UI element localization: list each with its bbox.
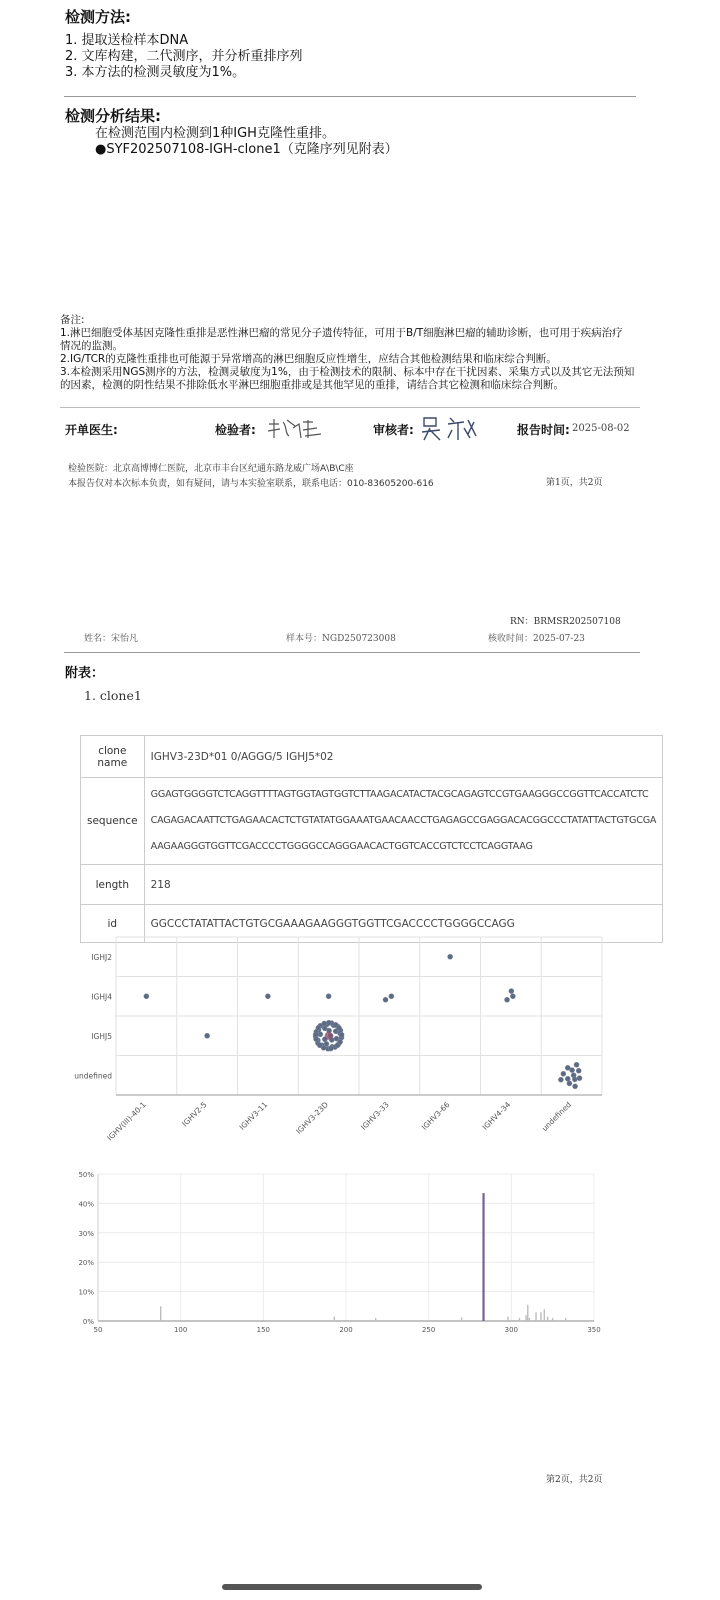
scatter-point: [383, 997, 388, 1002]
bar: [527, 1305, 528, 1321]
y-tick-label: 10%: [78, 1288, 94, 1297]
x-tick-label: IGHV3-33: [359, 1100, 391, 1132]
scatter-point: [205, 1033, 210, 1038]
clone-table: [80, 735, 663, 943]
y-tick-label: IGHJ4: [91, 992, 112, 1002]
bar: [552, 1318, 553, 1321]
y-tick-label: 40%: [78, 1200, 94, 1209]
table-key-length: length: [81, 865, 145, 905]
report-disclaimer: 本报告仅对本次标本负责，如有疑问，请与本实验室联系，联系电话：010-83605200-616: [68, 479, 434, 489]
length-distribution-chart: [0, 1165, 720, 1345]
bar: [525, 1315, 526, 1321]
sequence-line: AAGAAGGGTGGTTCGACCCCTGGGGCCAGGGAACACTGGTCACCGTCTCCTCAGGTAAG: [150, 841, 533, 852]
scatter-point: [313, 1032, 318, 1037]
id-value: GGCCCTATATTACTGTGCGAAAGAAGGGTGGTTCGACCCCTGGGGCCAGG: [150, 917, 515, 930]
y-tick-label: IGHJ5: [91, 1031, 112, 1041]
analysis-line-2: ●SYF202507108-IGH-clone1（克隆序列见附表）: [95, 142, 398, 157]
method-title: 检测方法:: [65, 8, 131, 26]
x-tick-label: 100: [173, 1326, 188, 1334]
y-tick-label: 20%: [78, 1259, 94, 1268]
table-row: [81, 736, 663, 778]
note-line: 的因素，检测的阴性结果不排除低水平淋巴细胞重排或是其他罕见的重排，请结合其它检测和临床综合判断。: [60, 379, 564, 391]
note-line: 3.本检测采用NGS测序的方法，检测灵敏度为1%，由于检测技术的限制、标本中存在干扰因素、采集方式以及其它无法预知: [60, 366, 635, 378]
scatter-point: [316, 1025, 321, 1030]
scatter-point: [510, 994, 515, 999]
sequence-line: GGAGTGGGGTCTCAGGTTTTAGTGGTAGTGGTCTTAAGACATACTACGCAGAGTCCGTGAAGGGCCGGTTCACCATCTC: [150, 789, 649, 800]
reviewer-label: 审核者:: [373, 423, 414, 437]
doctor-label: 开单医生:: [65, 423, 118, 437]
x-tick-label: 150: [256, 1326, 271, 1334]
clone-name-value: IGHV3-23D*01 0/AGGG/5 IGHJ5*02: [150, 750, 334, 763]
scatter-point-core: [325, 1032, 333, 1040]
x-tick-label: 300: [504, 1326, 519, 1334]
report-time-value: 2025-08-02: [572, 423, 630, 434]
page-number-2: 第2页，共2页: [546, 1475, 603, 1485]
bar: [334, 1317, 335, 1321]
report-time-label: 报告时间:: [517, 423, 570, 437]
table-value-length: [144, 865, 663, 905]
sequence-line: CAGAGACAATTCTGAGAACACTCTGTATATGGAAATGAACAACCTGAGAGCCGAGGACACGGCCCTATATTACTGTGCGA: [150, 815, 657, 826]
x-tick-label: 350: [587, 1326, 601, 1334]
scatter-point: [335, 1043, 340, 1048]
rn-number: RN：BRMSR202507108: [510, 617, 621, 627]
table-value-clone-name: [144, 736, 663, 778]
bar: [519, 1318, 520, 1321]
table-key-sequence: sequence: [81, 778, 145, 865]
y-tick-label: 30%: [78, 1229, 94, 1238]
scatter-point: [577, 1076, 582, 1081]
y-tick-label: undefined: [74, 1071, 112, 1081]
scatter-point: [326, 994, 331, 999]
hospital-info: 检验医院：北京高博博仁医院，北京市丰台区纪通东路龙威广场A\B\C座: [68, 464, 354, 474]
bar: [507, 1317, 508, 1321]
tester-label: 检验者:: [215, 423, 256, 437]
bar: [535, 1312, 536, 1321]
tester-signature: [265, 416, 327, 442]
scatter-point: [336, 1025, 341, 1030]
scatter-point: [558, 1077, 563, 1082]
table-row: [81, 865, 663, 905]
scatter-point: [389, 994, 394, 999]
scatter-point: [265, 994, 270, 999]
section-divider: [64, 96, 636, 97]
patient-name: 姓名：宋怡凡: [84, 634, 139, 644]
x-tick-label: IGHV4-34: [480, 1100, 513, 1132]
x-tick-label: IGHV3-23D: [294, 1100, 331, 1136]
analysis-line-1: 在检测范围内检测到1种IGH克隆性重排。: [95, 126, 335, 141]
method-item-1: 1. 提取送检样本DNA: [65, 33, 189, 48]
vj-scatter-chart: [0, 930, 720, 1145]
length-value: 218: [150, 878, 171, 891]
x-tick-label: IGHV2-5: [180, 1100, 209, 1129]
table-key-id: id: [81, 905, 145, 943]
analysis-title: 检测分析结果:: [65, 107, 161, 125]
x-tick-label: 250: [421, 1326, 436, 1334]
appendix-title: 附表：: [65, 666, 105, 681]
method-item-2: 2. 文库构建，二代测序，并分析重排序列: [65, 49, 303, 64]
scatter-point: [561, 1071, 566, 1076]
y-tick-label: 0%: [82, 1318, 94, 1326]
table-row: [81, 778, 663, 865]
bar: [540, 1312, 541, 1321]
bar: [529, 1318, 530, 1321]
scatter-point: [339, 1032, 344, 1037]
scatter-point: [567, 1081, 572, 1086]
bar: [160, 1306, 161, 1321]
x-tick-label: 200: [339, 1326, 353, 1334]
notes-title: 备注:: [60, 314, 85, 326]
note-line: 情况的监测。: [60, 340, 123, 352]
table-value-sequence: [144, 778, 663, 865]
bar: [461, 1317, 462, 1321]
bar: [565, 1318, 566, 1321]
y-tick-label: IGHJ2: [91, 952, 112, 962]
scatter-point: [504, 997, 509, 1002]
bar: [482, 1193, 484, 1321]
header-divider: [64, 652, 640, 653]
scatter-point: [565, 1065, 570, 1070]
scatter-point: [576, 1068, 581, 1073]
method-item-3: 3. 本方法的检测灵敏度为1%。: [65, 65, 246, 80]
scatter-point: [574, 1062, 579, 1067]
scatter-point: [448, 954, 453, 959]
sample-number: 样本号：NGD250723008: [286, 634, 396, 644]
bar: [547, 1317, 548, 1321]
x-tick-label: IGHV3-11: [237, 1100, 270, 1132]
scatter-point: [509, 988, 514, 993]
scatter-point: [572, 1077, 577, 1082]
scatter-point: [144, 994, 149, 999]
scatter-point: [317, 1043, 322, 1048]
bar: [375, 1318, 376, 1321]
table-key-clone-name: clone name: [81, 736, 145, 778]
x-tick-label: undefined: [539, 1100, 574, 1134]
x-tick-label: IGHV(III)-40-1: [105, 1100, 148, 1143]
reviewer-signature: [418, 412, 484, 444]
note-line: 2.IG/TCR的克隆性重排也可能源于异常增高的淋巴细胞反应性增生，应结合其他检测结果和临床综合判断。: [60, 353, 557, 365]
received-time: 核收时间：2025-07-23: [488, 634, 585, 644]
home-indicator[interactable]: [222, 1584, 482, 1590]
scatter-point: [572, 1084, 577, 1089]
page-number-1: 第1页，共2页: [546, 478, 603, 488]
bar: [544, 1309, 545, 1321]
y-tick-label: 50%: [78, 1171, 94, 1179]
x-tick-label: IGHV3-66: [419, 1100, 452, 1132]
clone-heading: 1. clone1: [84, 688, 142, 703]
notes-divider: [60, 407, 640, 408]
note-line: 1.淋巴细胞受体基因克隆性重排是恶性淋巴瘤的常见分子遗传特征，可用于B/T细胞淋巴瘤的辅助诊断，也可用于疾病治疗: [60, 327, 623, 339]
scatter-point: [326, 1020, 331, 1025]
scatter-point: [328, 1046, 333, 1051]
x-tick-label: 50: [93, 1326, 103, 1334]
